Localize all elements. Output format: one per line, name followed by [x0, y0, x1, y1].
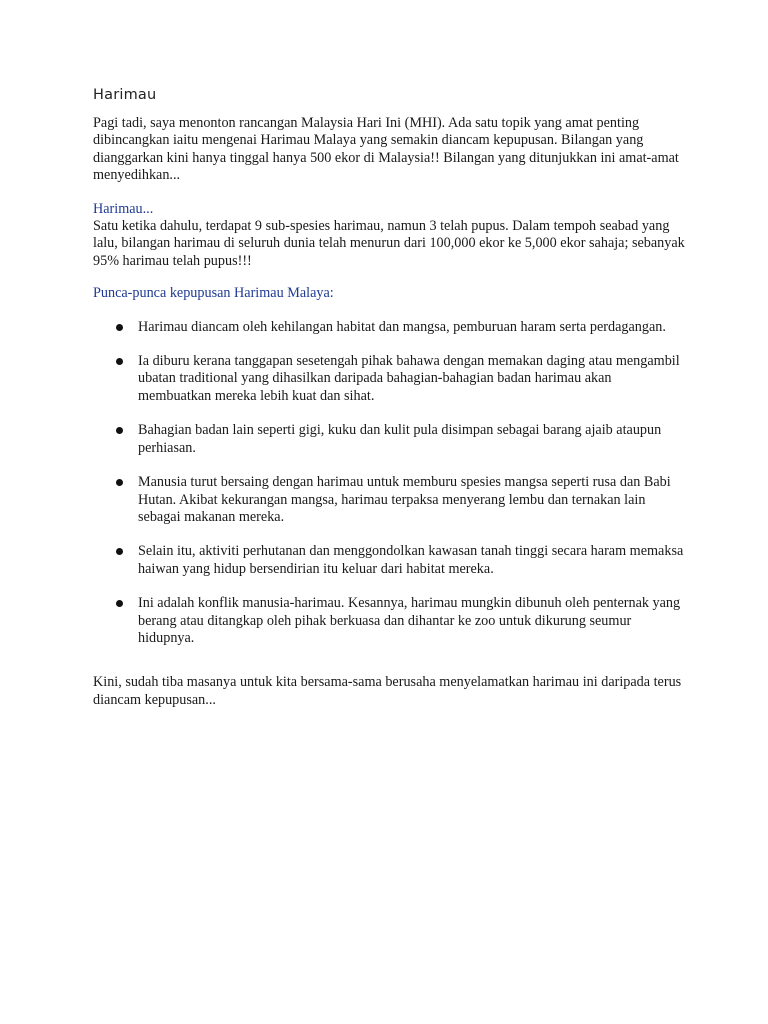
bullet-icon: [116, 600, 123, 607]
causes-list: [93, 319, 688, 648]
bullet-icon: [116, 324, 123, 331]
list-item: [93, 319, 688, 336]
list-item-text: Ia diburu kerana tanggapan sesetengah pihak bahawa dengan memakan daging atau mengambil ubatan traditional yang dihasilkan daripada bahagian-bahagian badan harimau akan membuatkan mereka lebih kuat dan sihat.: [138, 353, 680, 404]
section-paragraph-harimau: Satu ketika dahulu, terdapat 9 sub-spesies harimau, namun 3 telah pupus. Dalam tempoh seabad yang lalu, bilangan harimau di seluruh dunia telah menurun dari 100,000 ekor ke 5,000 ekor sahaja; sebanyak 95% harimau telah pupus!!!: [93, 218, 685, 269]
list-item: [93, 474, 688, 526]
list-item-text: Harimau diancam oleh kehilangan habitat dan mangsa, pemburuan haram serta perdagangan.: [138, 318, 666, 335]
bullet-icon: [116, 427, 123, 434]
list-item: [93, 595, 688, 647]
section-heading-harimau: Harimau...: [93, 200, 154, 217]
bullet-icon: [116, 358, 123, 365]
closing-paragraph: Kini, sudah tiba masanya untuk kita bersama-sama berusaha menyelamatkan harimau ini daripada terus diancam kepupusan...: [93, 674, 682, 708]
intro-paragraph: Pagi tadi, saya menonton rancangan Malaysia Hari Ini (MHI). Ada satu topik yang amat penting dibincangkan iaitu mengenai Harimau Malaya yang semakin diancam kepupusan. Bilangan yang dianggarkan kini hanya tinggal hanya 500 ekor di Malaysia!! Bilangan yang ditunjukkan ini amat-amat menyedihkan...: [93, 115, 679, 184]
list-item: [93, 422, 688, 457]
section-heading-causes: Punca-punca kepupusan Harimau Malaya:: [93, 285, 334, 302]
list-item-text: Selain itu, aktiviti perhutanan dan menggondolkan kawasan tanah tinggi secara haram memaksa haiwan yang hidup bersendirian itu keluar dari habitat mereka.: [138, 543, 684, 577]
list-item-text: Bahagian badan lain seperti gigi, kuku dan kulit pula disimpan sebagai barang ajaib ataupun perhiasan.: [138, 422, 662, 456]
list-item: [93, 353, 688, 405]
list-item-text: Ini adalah konflik manusia-harimau. Kesannya, harimau mungkin dibunuh oleh penternak yang berang atau ditangkap oleh pihak berkuasa dan dihantar ke zoo untuk dikurung seumur hidupnya.: [138, 595, 681, 646]
bullet-icon: [116, 479, 123, 486]
list-item: [93, 543, 688, 578]
bullet-icon: [116, 548, 123, 555]
document-title: Harimau: [93, 87, 157, 103]
list-item-text: Manusia turut bersaing dengan harimau untuk memburu spesies mangsa seperti rusa dan Babi Hutan. Akibat kekurangan mangsa, harimau terpaksa menyerang lembu dan ternakan lain sebagai makanan mereka.: [138, 474, 671, 525]
